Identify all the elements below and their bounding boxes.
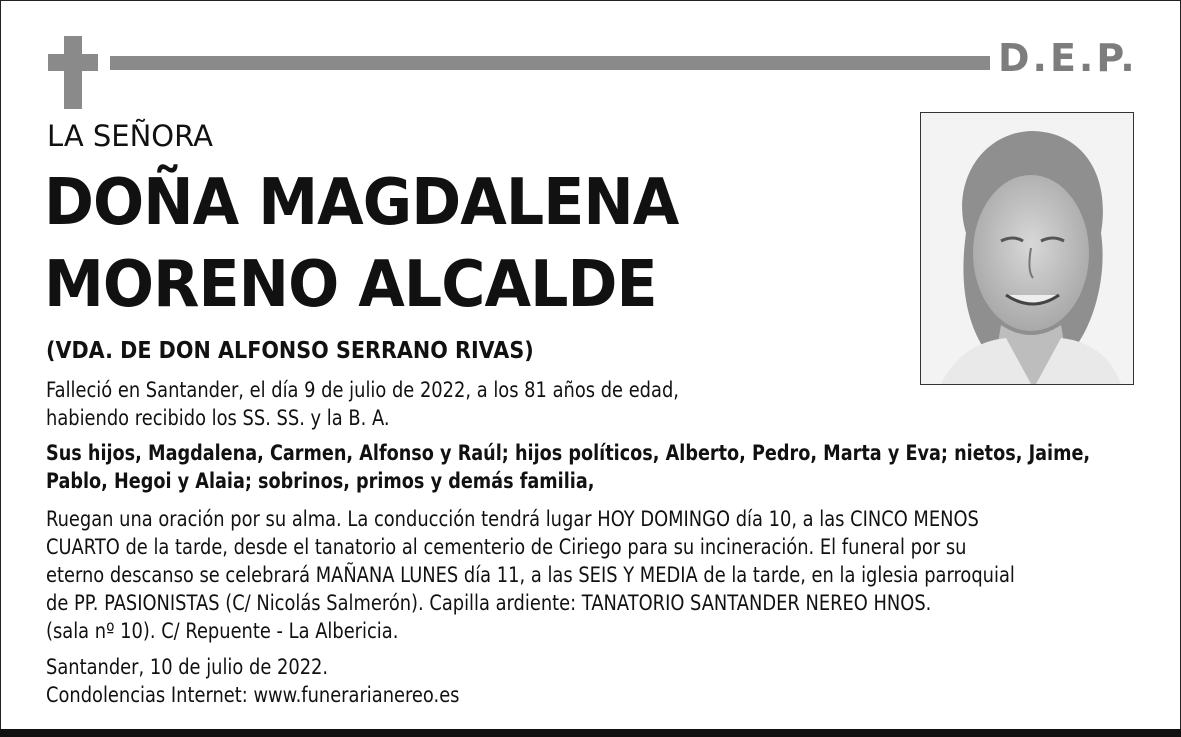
cross-icon [64,36,82,109]
funeral-details-line: CUARTO de la tarde, desde el tanatorio al cementerio de Ciriego para su incineración. El funeral por su [46,535,967,559]
funeral-details-line: de PP. PASIONISTAS (C/ Nicolás Salmerón). Capilla ardiente: TANATORIO SANTANDER NEREO HNOS. [46,591,932,615]
title-label: LA SEÑORA [47,119,213,153]
portrait-photo [920,112,1134,385]
funeral-details-line: Ruegan una oración por su alma. La conducción tendrá lugar HOY DOMINGO día 10, a las CINCO MENOS [46,507,979,531]
family-line: Sus hijos, Magdalena, Carmen, Alfonso y Raúl; hijos políticos, Alberto, Pedro, Marta y Eva; nietos, Jaime, [46,441,1091,465]
dep-label: D.E.P. [998,36,1138,80]
widow-of-label: (VDA. DE DON ALFONSO SERRANO RIVAS) [46,338,534,364]
death-notice-line: Falleció en Santander, el día 9 de julio de 2022, a los 81 años de edad, [46,378,679,402]
cross-icon-bar [48,54,98,71]
portrait-image [921,113,1133,384]
deceased-name-line1: DOÑA MAGDALENA [44,166,679,240]
header-rule [110,56,990,70]
funeral-details-line: (sala nº 10). C/ Repuente - La Albericia. [46,619,399,643]
condolences-link: Condolencias Internet: www.funerarianereo.es [46,683,460,707]
funeral-details-line: eterno descanso se celebrará MAÑANA LUNES día 11, a las SEIS Y MEDIA de la tarde, en la iglesia parroquial [46,563,1015,587]
death-notice-line: habiendo recibido los SS. SS. y la B. A. [46,406,390,430]
deceased-name-line2: MORENO ALCALDE [44,248,657,322]
place-date: Santander, 10 de julio de 2022. [46,655,329,679]
bottom-border [0,729,1181,737]
family-line: Pablo, Hegoi y Alaia; sobrinos, primos y demás familia, [46,469,595,493]
